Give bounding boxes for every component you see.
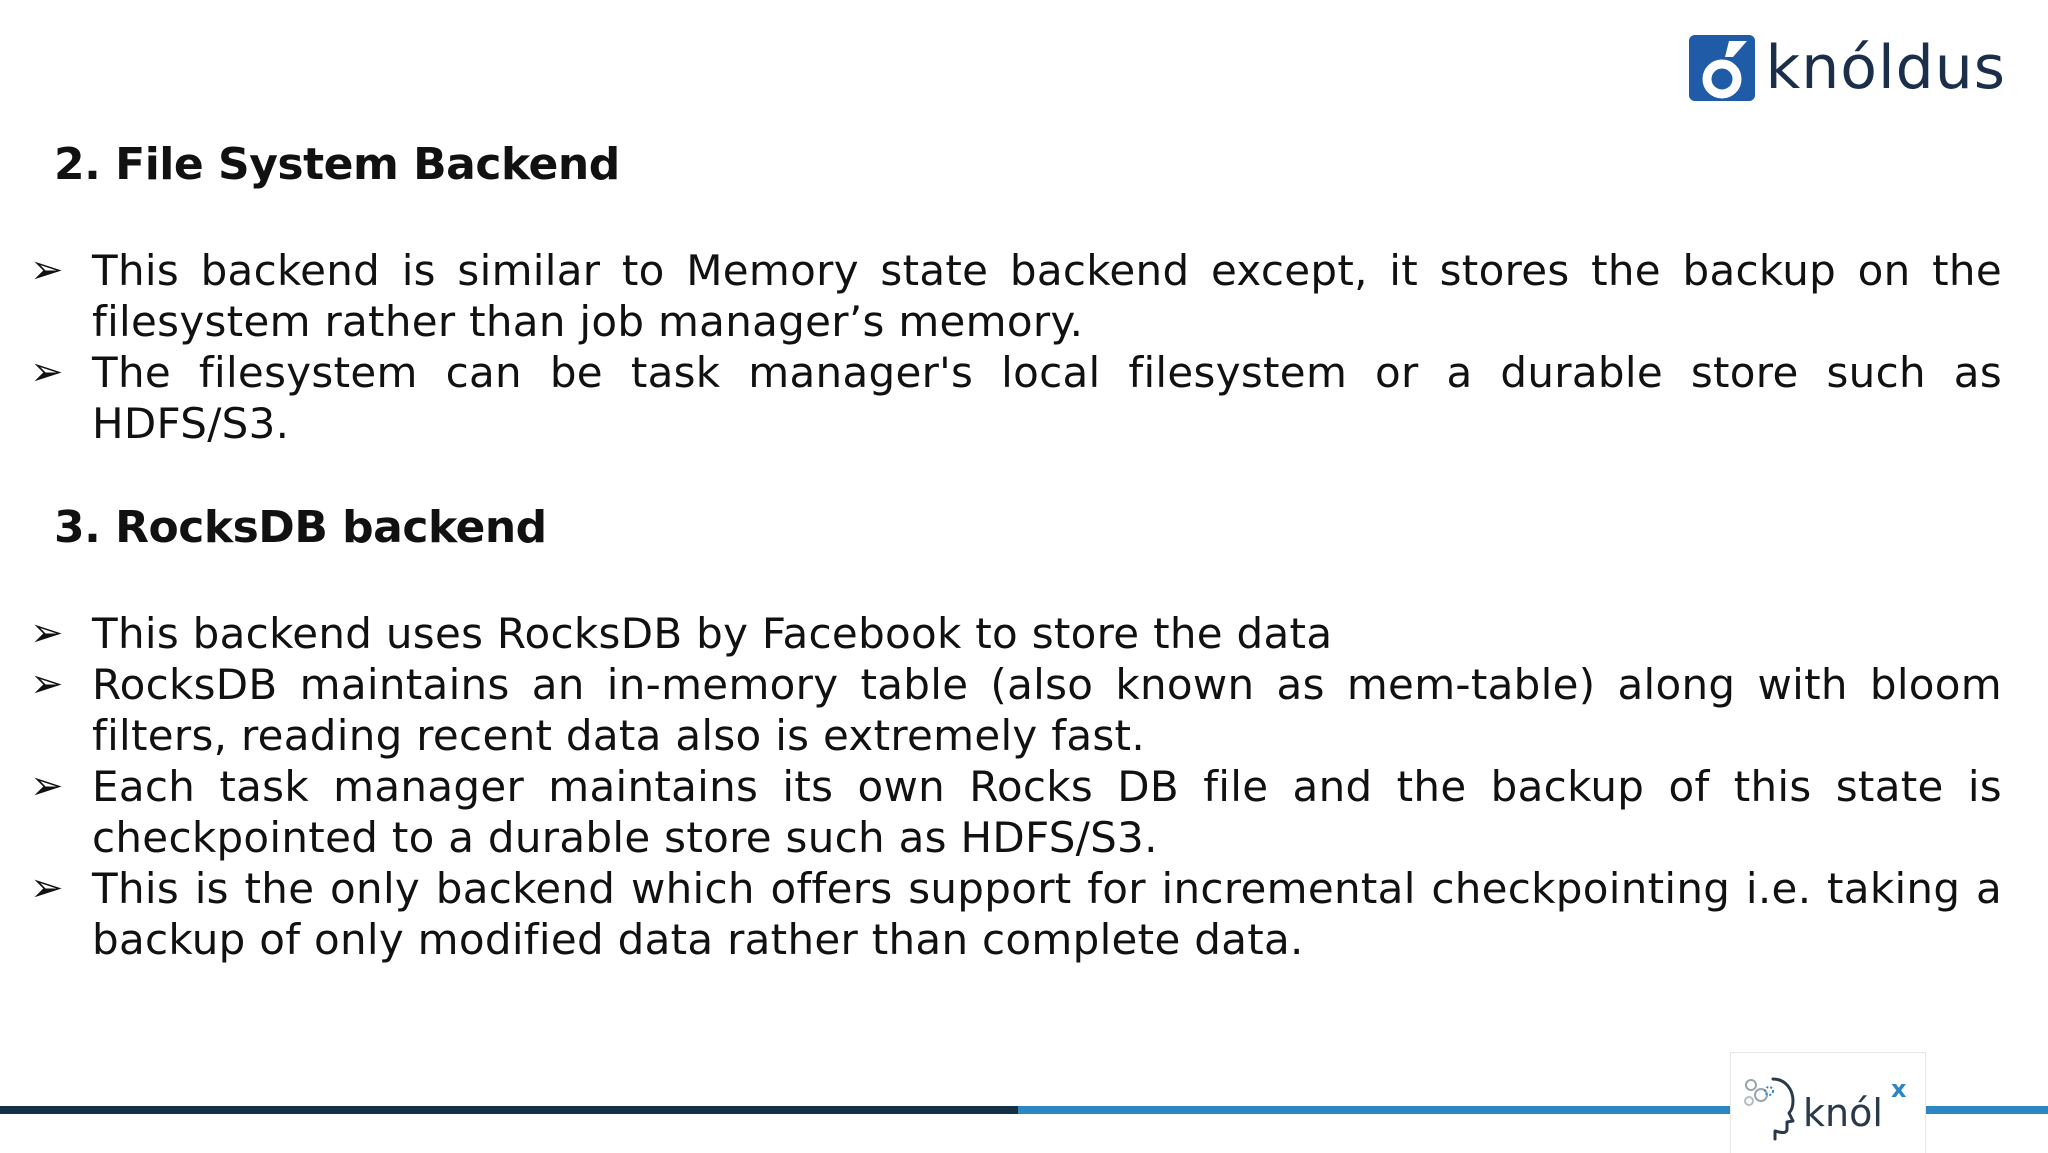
knolx-logo-text: knól <box>1803 1091 1883 1135</box>
arrow-bullet-icon: ➢ <box>30 349 64 395</box>
footer-bar-dark-segment <box>0 1106 1018 1114</box>
knoldus-logo <box>1689 32 2006 104</box>
knoldus-logo-mark-icon <box>1689 35 1755 101</box>
rocksdb-backend-bullets <box>30 608 2002 965</box>
arrow-bullet-icon: ➢ <box>30 661 64 707</box>
file-system-backend-bullets <box>30 245 2002 449</box>
arrow-bullet-icon: ➢ <box>30 865 64 911</box>
section-title-file-system-backend: 2. File System Backend <box>54 139 620 190</box>
bullet-text: This is the only backend which offers support for incremental checkpointing i.e. taking a backup of only modified data rather than complete data. <box>92 864 2002 964</box>
knolx-head-gears-icon <box>1739 1069 1801 1141</box>
bullet-text: Each task manager maintains its own Rocks DB file and the backup of this state is checkpointed to a durable store such as HDFS/S3. <box>92 762 2002 862</box>
bullet-text: This backend uses RocksDB by Facebook to store the data <box>92 609 1333 658</box>
bullet-item <box>30 761 2002 863</box>
bullet-item <box>30 608 2002 659</box>
arrow-bullet-icon: ➢ <box>30 610 64 656</box>
arrow-bullet-icon: ➢ <box>30 763 64 809</box>
bullet-item <box>30 245 2002 347</box>
bullet-text: The filesystem can be task manager's local filesystem or a durable store such as HDFS/S3. <box>92 348 2002 448</box>
bullet-item <box>30 863 2002 965</box>
bullet-text: This backend is similar to Memory state backend except, it stores the backup on the filesystem rather than job manager’s memory. <box>92 246 2002 346</box>
section-title-rocksdb-backend: 3. RocksDB backend <box>54 502 547 553</box>
knolx-logo <box>1730 1052 1926 1153</box>
arrow-bullet-icon: ➢ <box>30 247 64 293</box>
bullet-item <box>30 347 2002 449</box>
bullet-item <box>30 659 2002 761</box>
bullet-text: RocksDB maintains an in-memory table (also known as mem-table) along with bloom filters, reading recent data also is extremely fast. <box>92 660 2002 760</box>
knolx-logo-superscript: x <box>1891 1075 1907 1103</box>
knoldus-logo-text: knóldus <box>1765 33 2006 103</box>
